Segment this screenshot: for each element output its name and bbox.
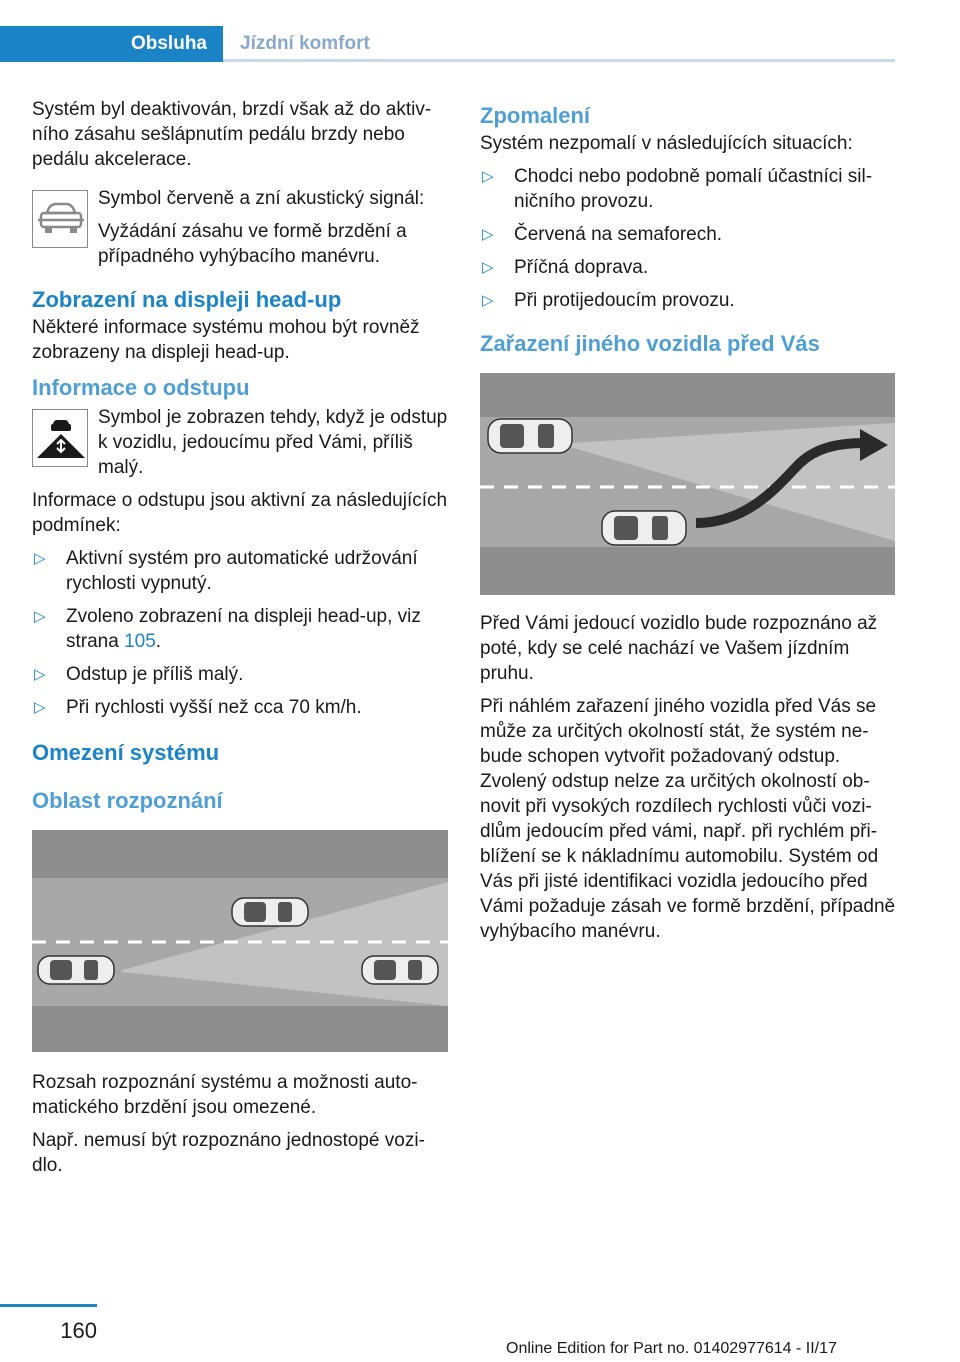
right-column bbox=[480, 101, 896, 952]
bullet-triangle-icon: ▷ bbox=[34, 550, 46, 567]
car-icon bbox=[602, 511, 686, 545]
bullet-triangle-icon: ▷ bbox=[34, 699, 46, 716]
range-paragraph-2: Např. nemusí být rozpoznáno jednostopé vozidlo. bbox=[32, 1130, 425, 1176]
heading-system-limits: Omezení systému bbox=[32, 740, 220, 765]
header-tabbar bbox=[0, 26, 895, 62]
page-reference-link[interactable]: 105 bbox=[124, 631, 156, 652]
bullet-triangle-icon: ▷ bbox=[482, 259, 494, 276]
tab-jizdni-komfort[interactable]: Jízdní komfort bbox=[240, 33, 370, 54]
tab-obsluha[interactable]: Obsluha bbox=[0, 26, 223, 62]
bullet-triangle-icon: ▷ bbox=[34, 608, 46, 625]
heading-vehicle-cut-in: Zařazení jiného vozidla před Vás bbox=[480, 331, 820, 356]
cut-in-illustration bbox=[480, 373, 895, 595]
distance-symbol-row bbox=[32, 405, 448, 480]
edition-footer: Online Edition for Part no. 01402977614 - II/17 bbox=[506, 1340, 837, 1357]
intro-paragraph: Systém byl deaktivován, brzdí však až do aktivního zásahu sešlápnutím pedálu brzdy nebo pedálu akcelerace. bbox=[32, 99, 432, 170]
bullet-triangle-icon: ▷ bbox=[34, 666, 46, 683]
list-item: ▷ Při protijedoucím provozu. bbox=[482, 290, 735, 311]
list-item: ▷ Příčná doprava. bbox=[482, 257, 649, 278]
heading-slow-down: Zpomalení bbox=[480, 103, 591, 128]
list-item: ▷ Chodci nebo podobně pomalí účastníci silničního provozu. bbox=[482, 166, 873, 212]
slow-intro-text: Systém nezpomalí v následujících situacích: bbox=[480, 133, 853, 154]
intervention-request-text: Vyžádání zásahu ve formě brzdění a případného vyhýbacího manévru. bbox=[98, 221, 407, 267]
distance-symbol-text: Symbol je zobrazen tehdy, když je odstup k vozidlu, jedoucímu před Vámi, příliš malý. bbox=[98, 407, 448, 478]
heading-head-up-display: Zobrazení na displeji head-up bbox=[32, 287, 342, 312]
heading-detection-range: Oblast rozpoznání bbox=[32, 788, 223, 813]
car-icon bbox=[38, 956, 114, 984]
car-icon bbox=[488, 419, 572, 453]
slow-situations-list bbox=[480, 164, 896, 313]
page-number: 160 bbox=[60, 1318, 97, 1343]
left-column bbox=[32, 97, 448, 1186]
car-icon bbox=[232, 898, 308, 926]
list-item: ▷ Odstup je příliš malý. bbox=[34, 664, 244, 685]
distance-conditions-list bbox=[32, 546, 448, 720]
cutin-paragraph-1: Před Vámi jedoucí vozidlo bude rozpoznáno až poté, kdy se celé nachází ve Vašem jízdním pruhu. bbox=[480, 613, 878, 684]
cutin-paragraph-2: Při náhlém zařazení jiného vozidla před Vás se může za určitých okolností stát, že systém nebude schopen vytvořit požadovaný odstup. Zvolený odstup nelze za určitých okolností obnovit při vysokých rozdílech rychlosti vůči vozidlům jedoucím před vámi, např. při rychlém přiblížení se k nákladnímu automobilu. Systém od Vás při jisté identifikaci vozidla jedoucího před Vámi požaduje zásah ve formě brzdění, případně vyhýbacího manévru. bbox=[480, 696, 896, 942]
hud-paragraph: Některé informace systému mohou být rovněž zobrazeny na displeji head-up. bbox=[32, 317, 420, 363]
heading-distance-info: Informace o odstupu bbox=[32, 375, 250, 400]
list-item: ▷ Aktivní systém pro automatické udržování rychlosti vypnutý. bbox=[34, 548, 418, 594]
range-paragraph-1: Rozsah rozpoznání systému a možnosti automatického brzdění jsou omezené. bbox=[32, 1072, 418, 1118]
distance-conditions-text: Informace o odstupu jsou aktivní za následujících podmínek: bbox=[32, 490, 448, 536]
symbol-red-text: Symbol červeně a zní akustický signál: bbox=[98, 188, 425, 209]
tab-underline bbox=[223, 59, 895, 62]
car-warning-icon bbox=[32, 190, 88, 248]
car-icon bbox=[362, 956, 438, 984]
list-item: ▷ Při rychlosti vyšší než cca 70 km/h. bbox=[34, 697, 362, 718]
page-number-bar bbox=[0, 1304, 97, 1307]
list-item: ▷ Červená na semaforech. bbox=[482, 224, 723, 245]
bullet-triangle-icon: ▷ bbox=[482, 168, 494, 185]
detection-range-illustration bbox=[32, 830, 448, 1052]
distance-warning-icon bbox=[32, 409, 88, 467]
warning-symbol-row bbox=[32, 186, 448, 269]
bullet-triangle-icon: ▷ bbox=[482, 292, 494, 309]
list-item: ▷ Zvoleno zobrazení na displeji head-up, viz strana 105. bbox=[34, 606, 421, 652]
bullet-triangle-icon: ▷ bbox=[482, 226, 494, 243]
